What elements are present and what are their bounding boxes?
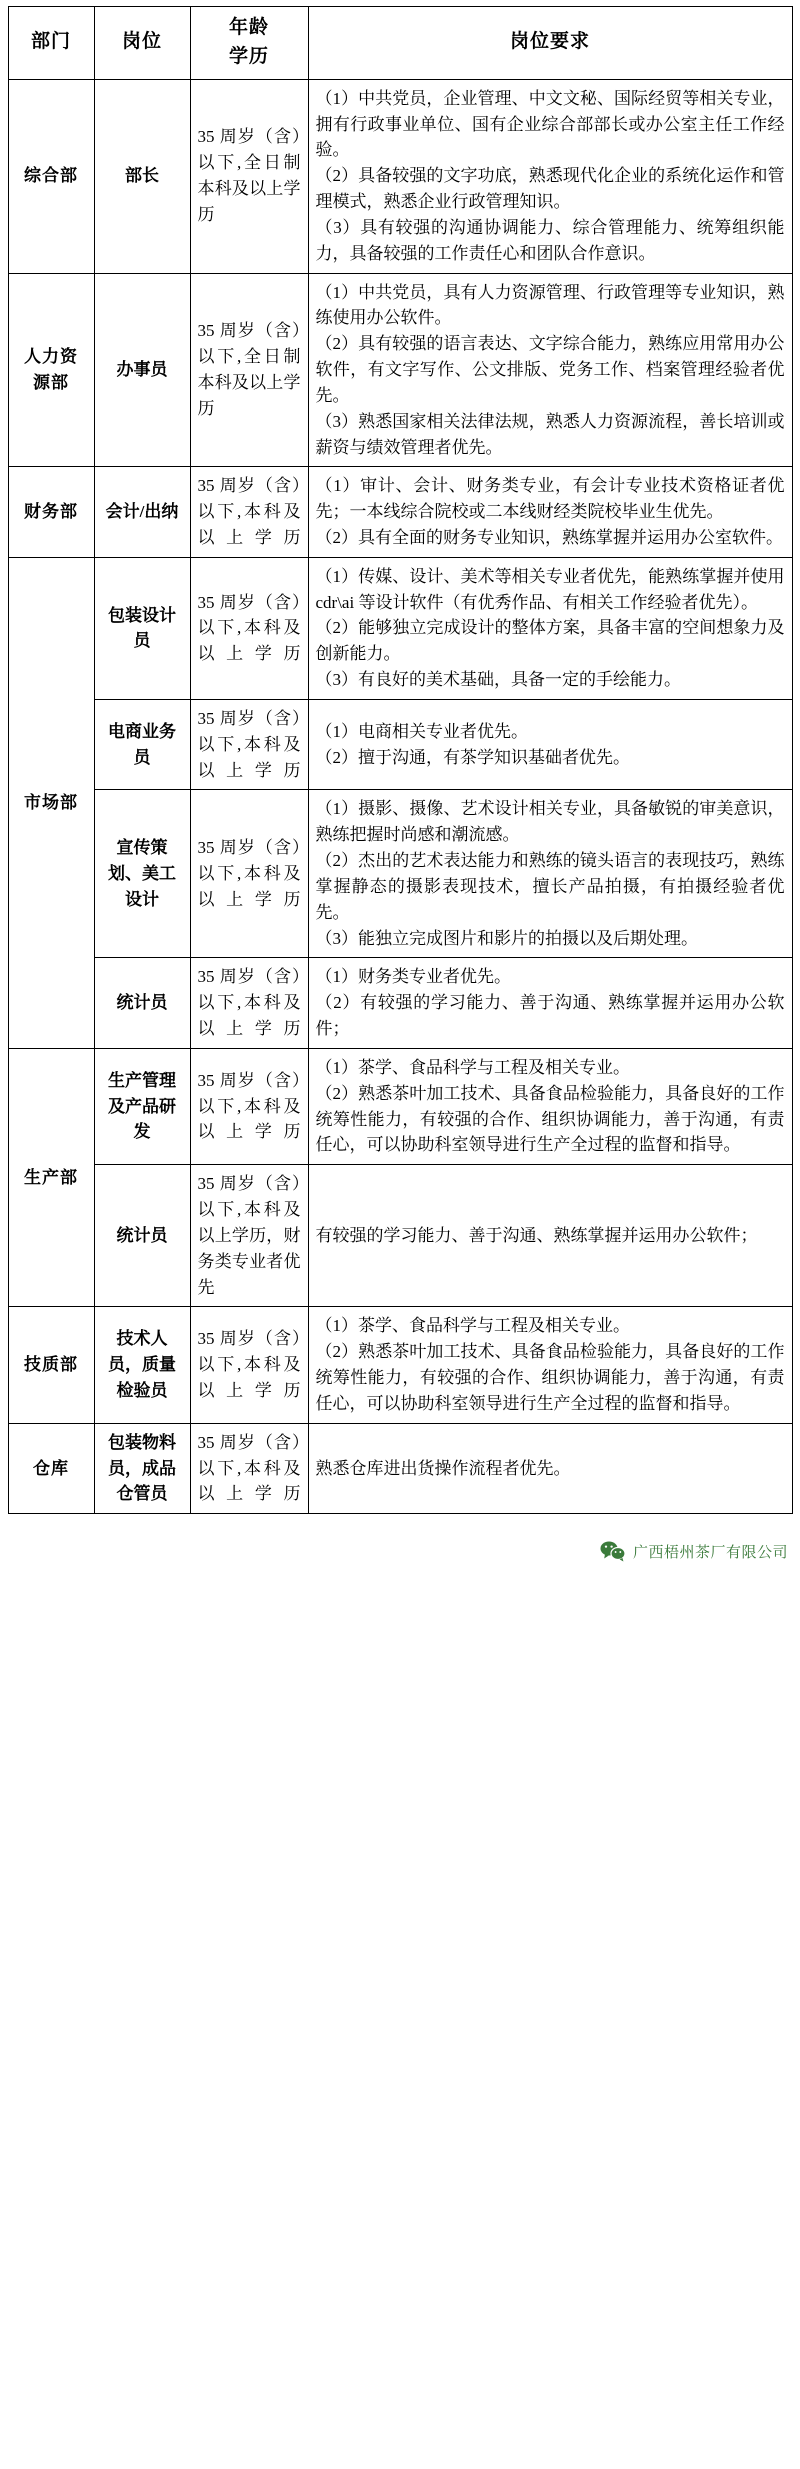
cell-age-education: 35 周岁（含）以下,全日制本科及以上学历 bbox=[190, 273, 308, 467]
requirement-item: （1）中共党员，具有人力资源管理、行政管理等专业知识，熟练使用办公软件。 bbox=[315, 282, 785, 328]
requirement-item: （2）有较强的学习能力、善于沟通、熟练掌握并运用办公软件； bbox=[315, 993, 785, 1039]
requirement-item: （2）具有全面的财务专业知识，熟练掌握并运用办公室软件。 bbox=[315, 528, 783, 547]
table-row bbox=[8, 790, 792, 958]
requirement-item: （3）有良好的美术基础，具备一定的手绘能力。 bbox=[315, 670, 681, 690]
cell-requirements bbox=[308, 273, 792, 467]
cell-position: 宣传策划、美工设计 bbox=[94, 790, 190, 958]
cell-requirements bbox=[308, 958, 792, 1048]
cell-requirements bbox=[308, 557, 792, 699]
requirement-item: （1）摄影、摄像、艺术设计相关专业，具备敏锐的审美意识，熟练把握时尚感和潮流感。 bbox=[315, 799, 785, 845]
cell-age-education: 35 周岁（含）以下,本科及以上学历 bbox=[190, 958, 308, 1048]
cell-requirements bbox=[308, 790, 792, 958]
requirement-item: （3）熟悉国家相关法律法规，熟悉人力资源流程，善长培训或薪资与绩效管理者优先。 bbox=[315, 411, 785, 457]
cell-position: 包装设计员 bbox=[94, 557, 190, 699]
table-row bbox=[8, 958, 792, 1048]
requirement-item: （1）审计、会计、财务类专业，有会计专业技术资格证者优先；一本线综合院校或二本线财经类院校毕业生优先。 bbox=[315, 476, 785, 522]
requirement-item: （1）茶学、食品科学与工程及相关专业。 bbox=[315, 1316, 630, 1336]
cell-department: 市场部 bbox=[8, 557, 94, 1048]
cell-position: 电商业务员 bbox=[94, 699, 190, 789]
requirement-item: （2）杰出的艺术表达能力和熟练的镜头语言的表现技巧，熟练掌握静态的摄影表现技术，擅长产品拍摄，有拍摄经验者优先。 bbox=[315, 851, 785, 922]
requirement-item: （1）中共党员，企业管理、中文文秘、国际经贸等相关专业，拥有行政事业单位、国有企业综合部部长或办公室主任工作经验。 bbox=[315, 88, 785, 160]
requirement-item: （2）具有较强的语言表达、文字综合能力，熟练应用常用办公软件，有文字写作、公文排版、党务工作、档案管理经验者优先。 bbox=[315, 334, 785, 405]
column-header-education: 学历 bbox=[228, 45, 269, 67]
cell-age-education: 35 周岁（含）以下,本科及以上学历 bbox=[190, 1423, 308, 1513]
cell-requirements bbox=[308, 699, 792, 789]
requirement-item: （2）熟悉茶叶加工技术、具备食品检验能力，具备良好的工作统筹性能力，有较强的合作、组织协调能力，善于沟通，有责任心，可以协助科室领导进行生产全过程的监督和指导。 bbox=[315, 1342, 785, 1413]
cell-age-education: 35 周岁（含）以下,本科及以上学历 bbox=[190, 1048, 308, 1164]
requirement-item: （3）具有较强的沟通协调能力、综合管理能力、统筹组织能力，具备较强的工作责任心和团队合作意识。 bbox=[315, 217, 785, 263]
cell-position: 包装物料员，成品仓管员 bbox=[94, 1423, 190, 1513]
column-header-position: 岗位 bbox=[94, 7, 190, 80]
cell-position: 统计员 bbox=[94, 958, 190, 1048]
requirement-item: （3）能独立完成图片和影片的拍摄以及后期处理。 bbox=[315, 928, 698, 948]
cell-requirements bbox=[308, 1165, 792, 1307]
requirement-item: （1）茶学、食品科学与工程及相关专业。 bbox=[315, 1057, 630, 1077]
requirement-item: （2）熟悉茶叶加工技术、具备食品检验能力，具备良好的工作统筹性能力，有较强的合作、组织协调能力，善于沟通，有责任心，可以协助科室领导进行生产全过程的监督和指导。 bbox=[315, 1083, 785, 1155]
cell-age-education: 35 周岁（含）以下,全日制本科及以上学历 bbox=[190, 79, 308, 273]
cell-position: 技术人员，质量检验员 bbox=[94, 1307, 190, 1423]
cell-department: 生产部 bbox=[8, 1048, 94, 1306]
cell-age-education: 35 周岁（含）以下,本科及以上学历 bbox=[190, 1307, 308, 1423]
column-header-requirements: 岗位要求 bbox=[308, 7, 792, 80]
requirement-item: 熟悉仓库进出货操作流程者优先。 bbox=[315, 1458, 571, 1478]
table-body bbox=[8, 79, 792, 1513]
cell-department: 人力资源部 bbox=[8, 273, 94, 467]
requirement-item: 有较强的学习能力、善于沟通、熟练掌握并运用办公软件； bbox=[315, 1225, 758, 1245]
table-row bbox=[8, 1307, 792, 1423]
cell-position: 部长 bbox=[94, 79, 190, 273]
requirement-item: （1）传媒、设计、美术等相关专业者优先，能熟练掌握并使用 cdr\ai 等设计软件（有优秀作品、有相关工作经验者优先）。 bbox=[315, 566, 785, 612]
footer bbox=[8, 1514, 792, 1568]
cell-requirements bbox=[308, 1423, 792, 1513]
cell-age-education: 35 周岁（含）以下,本科及以上学历 bbox=[190, 557, 308, 699]
cell-position: 会计/出纳 bbox=[94, 467, 190, 557]
cell-requirements bbox=[308, 79, 792, 273]
footer-company-name: 广西梧州茶厂有限公司 bbox=[632, 1543, 788, 1561]
cell-age-education: 35 周岁（含）以下,本科及以上学历 bbox=[190, 699, 308, 789]
cell-position: 生产管理及产品研发 bbox=[94, 1048, 190, 1164]
table-row bbox=[8, 557, 792, 699]
requirement-item: （2）能够独立完成设计的整体方案，具备丰富的空间想象力及创新能力。 bbox=[315, 618, 785, 664]
table-row bbox=[8, 273, 792, 467]
cell-position: 办事员 bbox=[94, 273, 190, 467]
cell-age-education: 35 周岁（含）以下,本科及以上学历，财务类专业者优先 bbox=[190, 1165, 308, 1307]
table-row bbox=[8, 467, 792, 557]
document-page bbox=[0, 6, 800, 1568]
cell-department: 综合部 bbox=[8, 79, 94, 273]
column-header-age: 年龄 bbox=[228, 17, 269, 38]
cell-requirements bbox=[308, 1307, 792, 1423]
requirement-item: （2）具备较强的文字功底，熟悉现代化企业的系统化运作和管理模式，熟悉企业行政管理知识。 bbox=[315, 166, 785, 212]
table-row bbox=[8, 1048, 792, 1164]
cell-department: 仓库 bbox=[8, 1423, 94, 1513]
cell-position: 统计员 bbox=[94, 1165, 190, 1307]
cell-age-education: 35 周岁（含）以下,本科及以上学历 bbox=[190, 790, 308, 958]
requirement-item: （1）财务类专业者优先。 bbox=[315, 967, 511, 987]
table-header-row bbox=[8, 7, 792, 80]
table-row bbox=[8, 1423, 792, 1513]
column-header-department: 部门 bbox=[8, 7, 94, 80]
cell-department: 财务部 bbox=[8, 467, 94, 557]
cell-age-education: 35 周岁（含）以下,本科及以上学历 bbox=[190, 467, 308, 557]
cell-department: 技质部 bbox=[8, 1307, 94, 1423]
table-row bbox=[8, 79, 792, 273]
table-row bbox=[8, 1165, 792, 1307]
wechat-icon bbox=[600, 1540, 626, 1562]
cell-requirements bbox=[308, 1048, 792, 1164]
column-header-age-education bbox=[190, 7, 308, 80]
recruitment-table bbox=[8, 6, 793, 1514]
requirement-item: （2）擅于沟通，有茶学知识基础者优先。 bbox=[315, 747, 630, 767]
footer-attribution bbox=[600, 1540, 788, 1562]
table-row bbox=[8, 699, 792, 789]
requirement-item: （1）电商相关专业者优先。 bbox=[315, 721, 528, 741]
cell-requirements bbox=[308, 467, 792, 557]
